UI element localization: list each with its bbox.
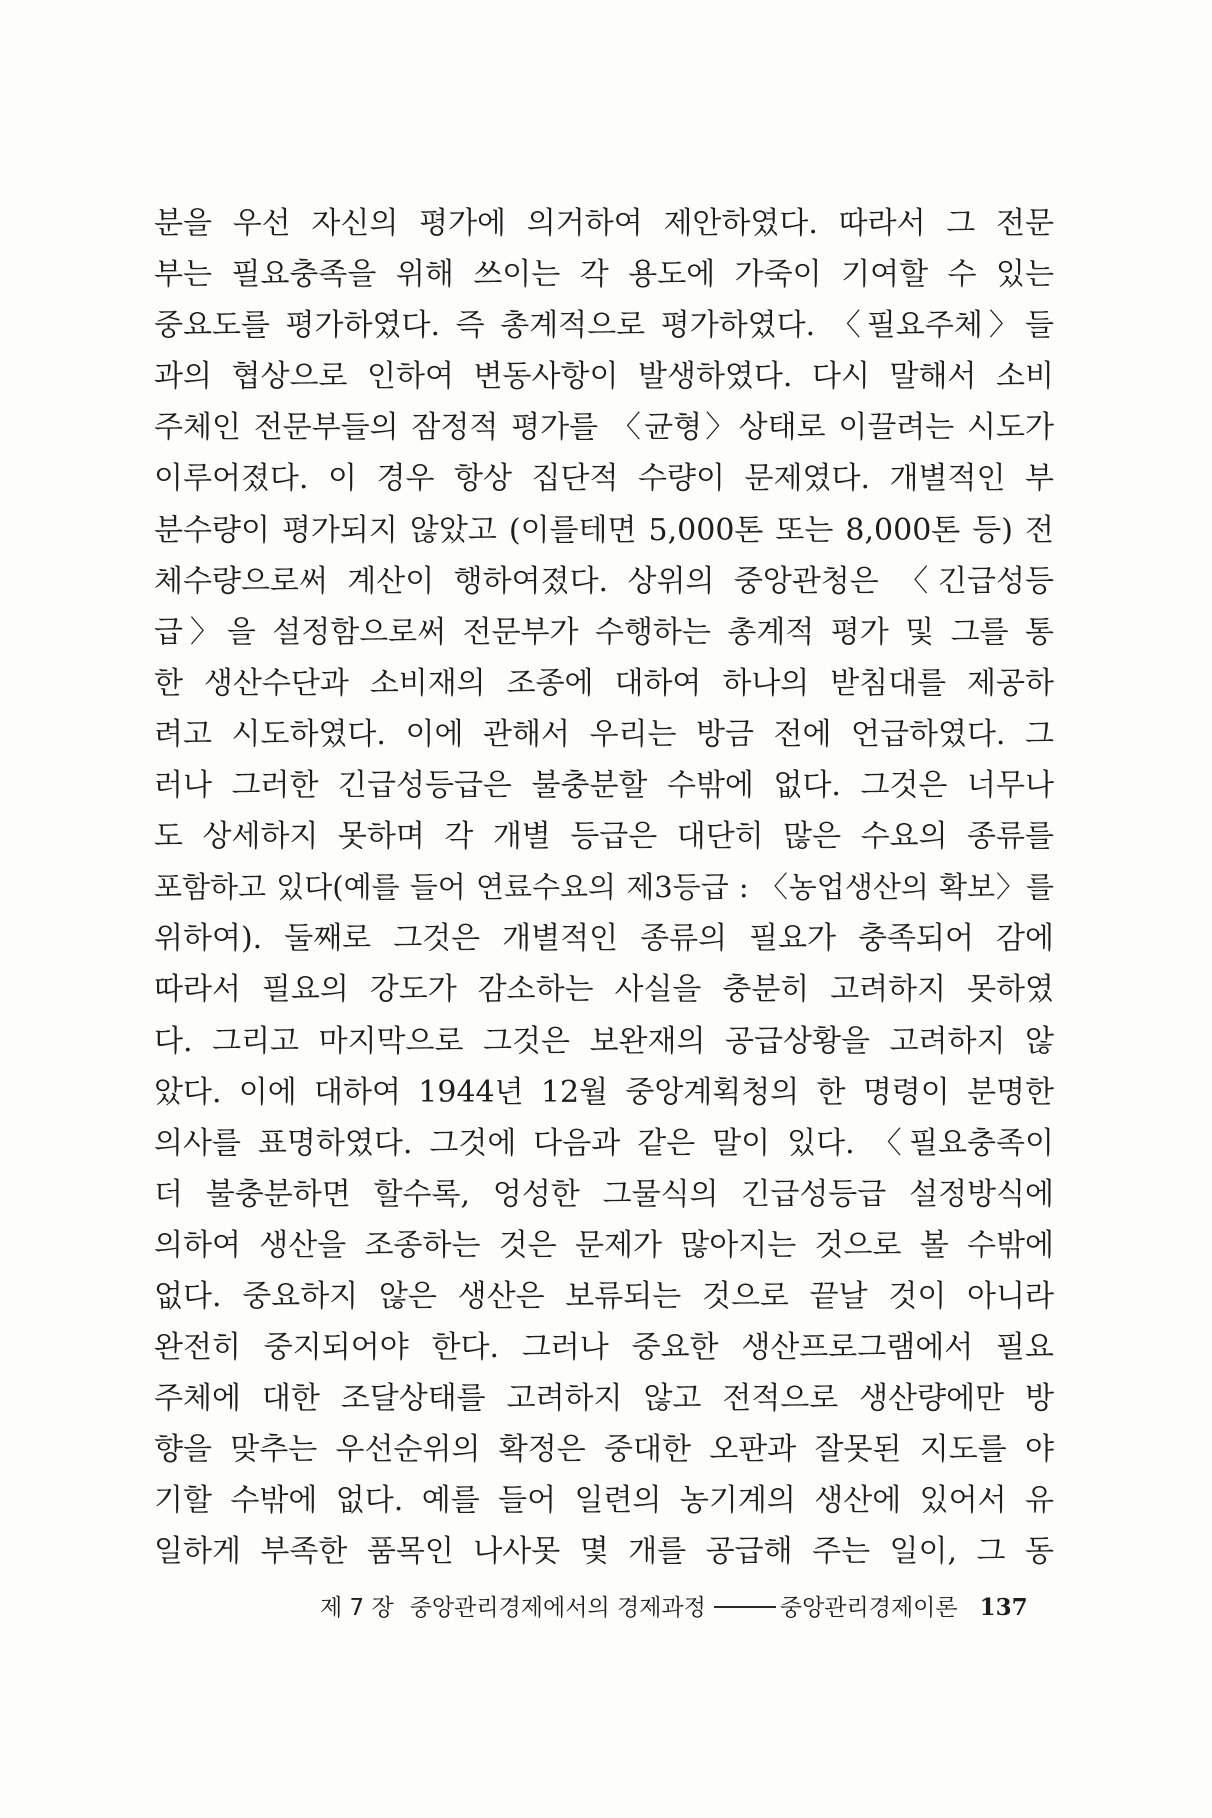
text-line: 포함하고 있다(예를 들어 연료수요의 제3등급 : 〈농업생산의 확보〉를 xyxy=(154,870,1054,905)
text-line: 도 상세하지 못하며 각 개별 등급은 대단히 많은 수요의 종류를 xyxy=(154,819,1054,855)
chapter-label: 제 7 장 xyxy=(320,1595,394,1621)
text-line: 부는 필요충족을 위해 쓰이는 각 용도에 가죽이 기여할 수 있는 xyxy=(154,257,1054,293)
text-line: 향을 맞추는 우선순위의 확정은 중대한 오판과 잘못된 지도를 야 xyxy=(154,1432,1054,1468)
text-line: 없다. 중요하지 않은 생산은 보류되는 것으로 끝날 것이 아니라 xyxy=(154,1278,1054,1314)
text-line: 러나 그러한 긴급성등급은 불충분할 수밖에 없다. 그것은 너무나 xyxy=(154,768,1054,804)
text-line: 따라서 필요의 강도가 감소하는 사실을 충분히 고려하지 못하였 xyxy=(154,972,1054,1008)
text-line: 주체에 대한 조달상태를 고려하지 않고 전적으로 생산량에만 방 xyxy=(154,1381,1054,1417)
text-line: 려고 시도하였다. 이에 관해서 우리는 방금 전에 언급하였다. 그 xyxy=(154,716,1054,752)
text-line: 의사를 표명하였다. 그것에 다음과 같은 말이 있다. 〈필요충족이 xyxy=(154,1125,1054,1161)
text-line: 더 불충분하면 할수록, 엉성한 그물식의 긴급성등급 설정방식에 xyxy=(154,1176,1054,1212)
text-line: 체수량으로써 계산이 행하여졌다. 상위의 중앙관청은 〈긴급성등 xyxy=(154,563,1054,599)
em-dash-rule xyxy=(714,1606,776,1608)
text-line: 의하여 생산을 조종하는 것은 문제가 많아지는 것으로 볼 수밖에 xyxy=(154,1227,1054,1263)
text-line: 한 생산수단과 소비재의 조종에 대하여 하나의 받침대를 제공하 xyxy=(154,665,1054,701)
text-line: 분을 우선 자신의 평가에 의거하여 제안하였다. 따라서 그 전문 xyxy=(154,206,1054,241)
text-line: 과의 협상으로 인하여 변동사항이 발생하였다. 다시 말해서 소비 xyxy=(154,359,1054,395)
text-line: 중요도를 평가하였다. 즉 총계적으로 평가하였다. 〈필요주체〉들 xyxy=(154,308,1054,344)
text-line: 이루어졌다. 이 경우 항상 집단적 수량이 문제였다. 개별적인 부 xyxy=(154,461,1054,497)
running-footer xyxy=(320,1588,1028,1628)
text-line: 일하게 부족한 품목인 나사못 몇 개를 공급해 주는 일이, 그 동 xyxy=(154,1534,1054,1570)
text-line: 기할 수밖에 없다. 예를 들어 일련의 농기계의 생산에 있어서 유 xyxy=(154,1483,1054,1519)
text-line: 완전히 중지되어야 한다. 그러나 중요한 생산프로그램에서 필요 xyxy=(154,1330,1054,1366)
body-text xyxy=(154,198,1054,1578)
text-line: 았다. 이에 대하여 1944년 12월 중앙계획청의 한 명령이 분명한 xyxy=(154,1074,1054,1110)
text-line: 다. 그리고 마지막으로 그것은 보완재의 공급상황을 고려하지 않 xyxy=(154,1023,1054,1059)
chapter-title: 중앙관리경제에서의 경제과정 xyxy=(409,1595,706,1621)
section-title: 중앙관리경제이론 xyxy=(779,1595,958,1621)
text-line: 위하여). 둘째로 그것은 개별적인 종류의 필요가 충족되어 감에 xyxy=(154,921,1054,957)
text-line: 분수량이 평가되지 않았고 (이를테면 5,000톤 또는 8,000톤 등) 전 xyxy=(154,512,1054,548)
page-number: 137 xyxy=(979,1594,1028,1621)
text-line: 급〉을 설정함으로써 전문부가 수행하는 총계적 평가 및 그를 통 xyxy=(154,614,1054,650)
text-line: 주체인 전문부들의 잠정적 평가를 〈균형〉상태로 이끌려는 시도가 xyxy=(154,410,1054,446)
